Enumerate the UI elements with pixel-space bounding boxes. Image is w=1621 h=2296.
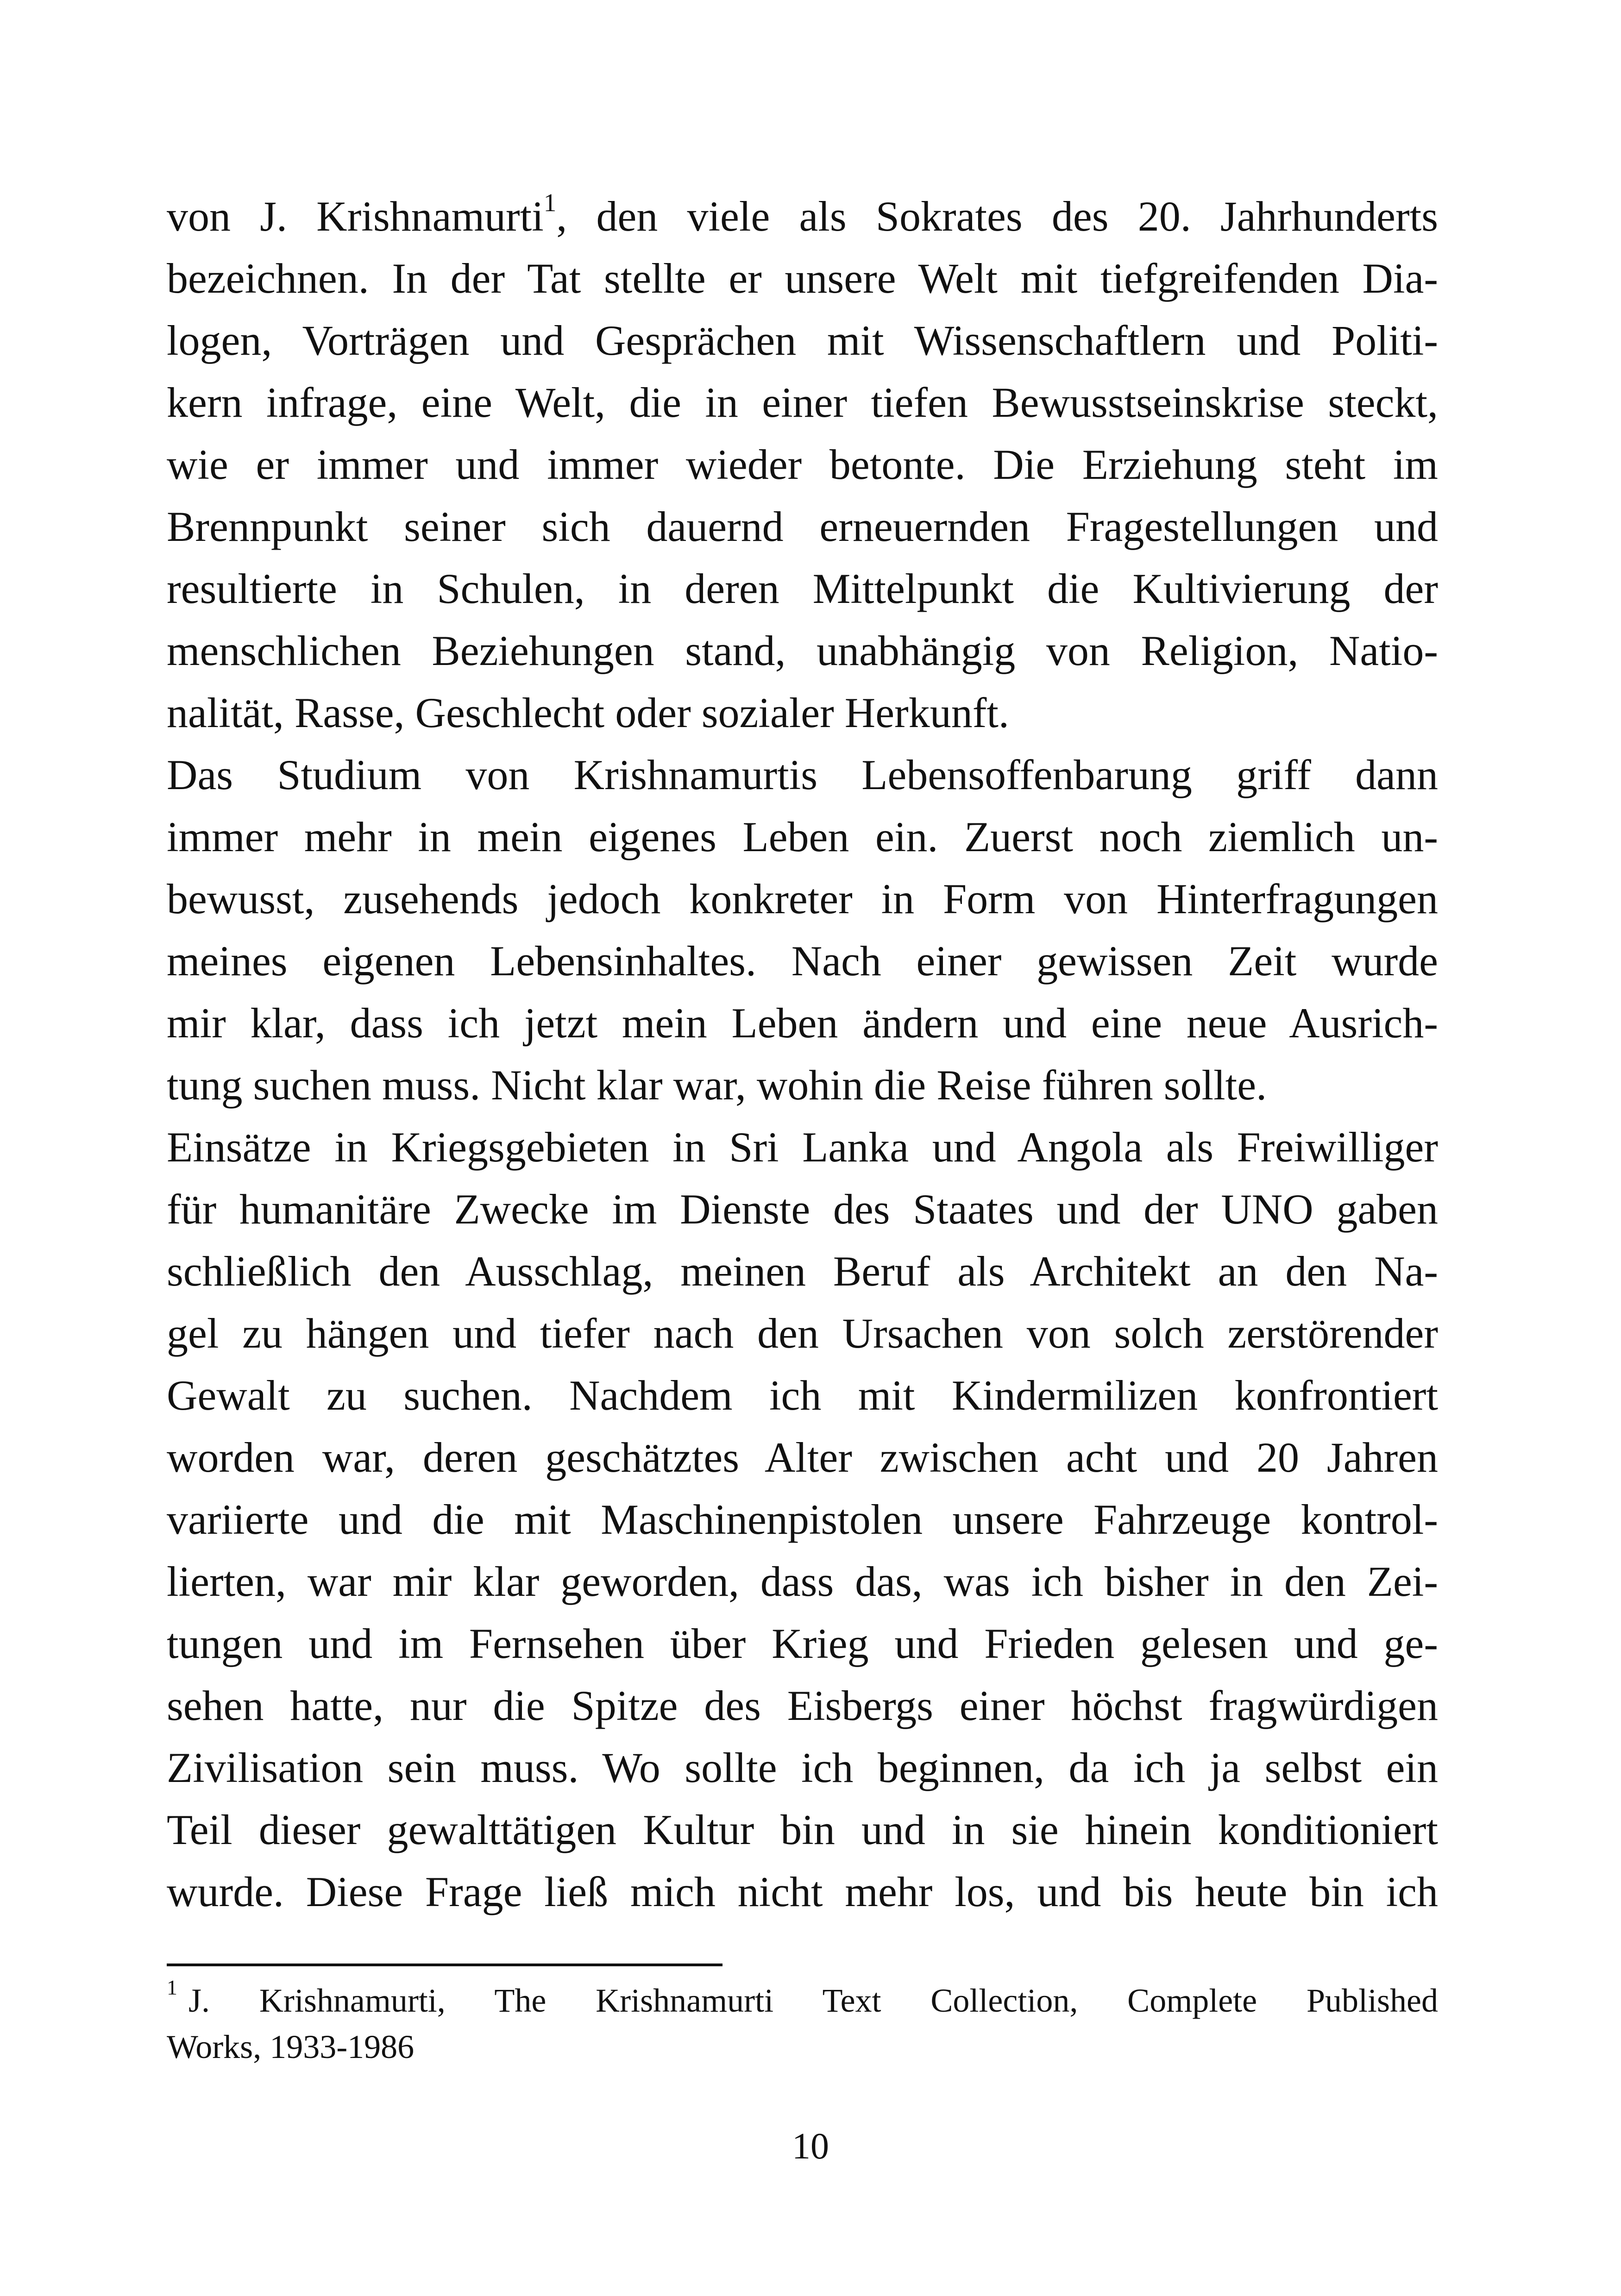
footnote-divider — [167, 1964, 723, 1966]
text-line: Brennpunkt seiner sich dauernd erneuernden Fragestellungen und — [167, 503, 1438, 550]
text-line: menschlichen Beziehungen stand, unabhängig von Religion, Natio- — [167, 627, 1438, 674]
text-line: Teil dieser gewalttätigen Kultur bin und in sie hinein konditioniert — [167, 1806, 1438, 1853]
text-line: resultierte in Schulen, in deren Mittelpunkt die Kultivierung der — [167, 565, 1438, 612]
footnote — [167, 1977, 1438, 2070]
text-line: wie er immer und immer wieder betonte. Die Erziehung steht im — [167, 441, 1438, 488]
text-line: schließlich den Ausschlag, meinen Beruf als Architekt an den Na- — [167, 1248, 1438, 1295]
text-line: nalität, Rasse, Geschlecht oder sozialer Herkunft. — [167, 689, 1009, 736]
text-line: worden war, deren geschätztes Alter zwischen acht und 20 Jahren — [167, 1434, 1438, 1481]
text-line: Das Studium von Krishnamurtis Lebensoffenbarung griff dann — [167, 751, 1438, 798]
page-number: 10 — [792, 2126, 829, 2167]
text-line: Einsätze in Kriegsgebieten in Sri Lanka und Angola als Freiwilliger — [167, 1123, 1438, 1171]
text-line: lierten, war mir klar geworden, dass das, was ich bisher in den Zei- — [167, 1558, 1438, 1605]
text-line: immer mehr in mein eigenes Leben ein. Zuerst noch ziemlich un- — [167, 813, 1438, 860]
body-text — [167, 185, 1438, 1923]
text-line: von J. Krishnamurti$^1$, den viele als Sokrates des 20. Jahrhunderts — [167, 188, 1438, 240]
text-line: tung suchen muss. Nicht klar war, wohin die Reise führen sollte. — [167, 1061, 1267, 1109]
text-line: sehen hatte, nur die Spitze des Eisbergs einer höchst fragwürdigen — [167, 1682, 1438, 1729]
text-line: meines eigenen Lebensinhaltes. Nach einer gewissen Zeit wurde — [167, 937, 1438, 985]
footnote-line: Works, 1933-1986 — [167, 2028, 415, 2065]
text-line: logen, Vorträgen und Gesprächen mit Wissenschaftlern und Politi- — [167, 317, 1438, 364]
text-line: kern infrage, eine Welt, die in einer tiefen Bewusstseinskrise steckt, — [167, 379, 1438, 426]
text-line: bezeichnen. In der Tat stellte er unsere Welt mit tiefgreifenden Dia- — [167, 255, 1438, 302]
text-line: tungen und im Fernsehen über Krieg und Frieden gelesen und ge- — [167, 1620, 1438, 1667]
text-line: variierte und die mit Maschinenpistolen unsere Fahrzeuge kontrol- — [167, 1496, 1438, 1543]
footnote-text: J. Krishnamurti, The Krishnamurti Text Collection, Complete Published — [188, 1982, 1438, 2019]
text-line: für humanitäre Zwecke im Dienste des Staates und der UNO gaben — [167, 1186, 1438, 1233]
text-line: wurde. Diese Frage ließ mich nicht mehr los, und bis heute bin ich — [167, 1868, 1438, 1915]
footnote-marker: 1 — [167, 1976, 177, 1999]
text-line: gel zu hängen und tiefer nach den Ursachen von solch zerstörender — [167, 1310, 1438, 1357]
text-line: Gewalt zu suchen. Nachdem ich mit Kindermilizen konfrontiert — [167, 1372, 1438, 1419]
footnote-line — [167, 1977, 1438, 2024]
footnote-reference: 1 — [543, 188, 557, 217]
text-line: Zivilisation sein muss. Wo sollte ich beginnen, da ich ja selbst ein — [167, 1744, 1438, 1791]
text-line: bewusst, zusehends jedoch konkreter in Form von Hinterfragungen — [167, 875, 1438, 922]
text-line: mir klar, dass ich jetzt mein Leben ändern und eine neue Ausrich- — [167, 999, 1438, 1047]
